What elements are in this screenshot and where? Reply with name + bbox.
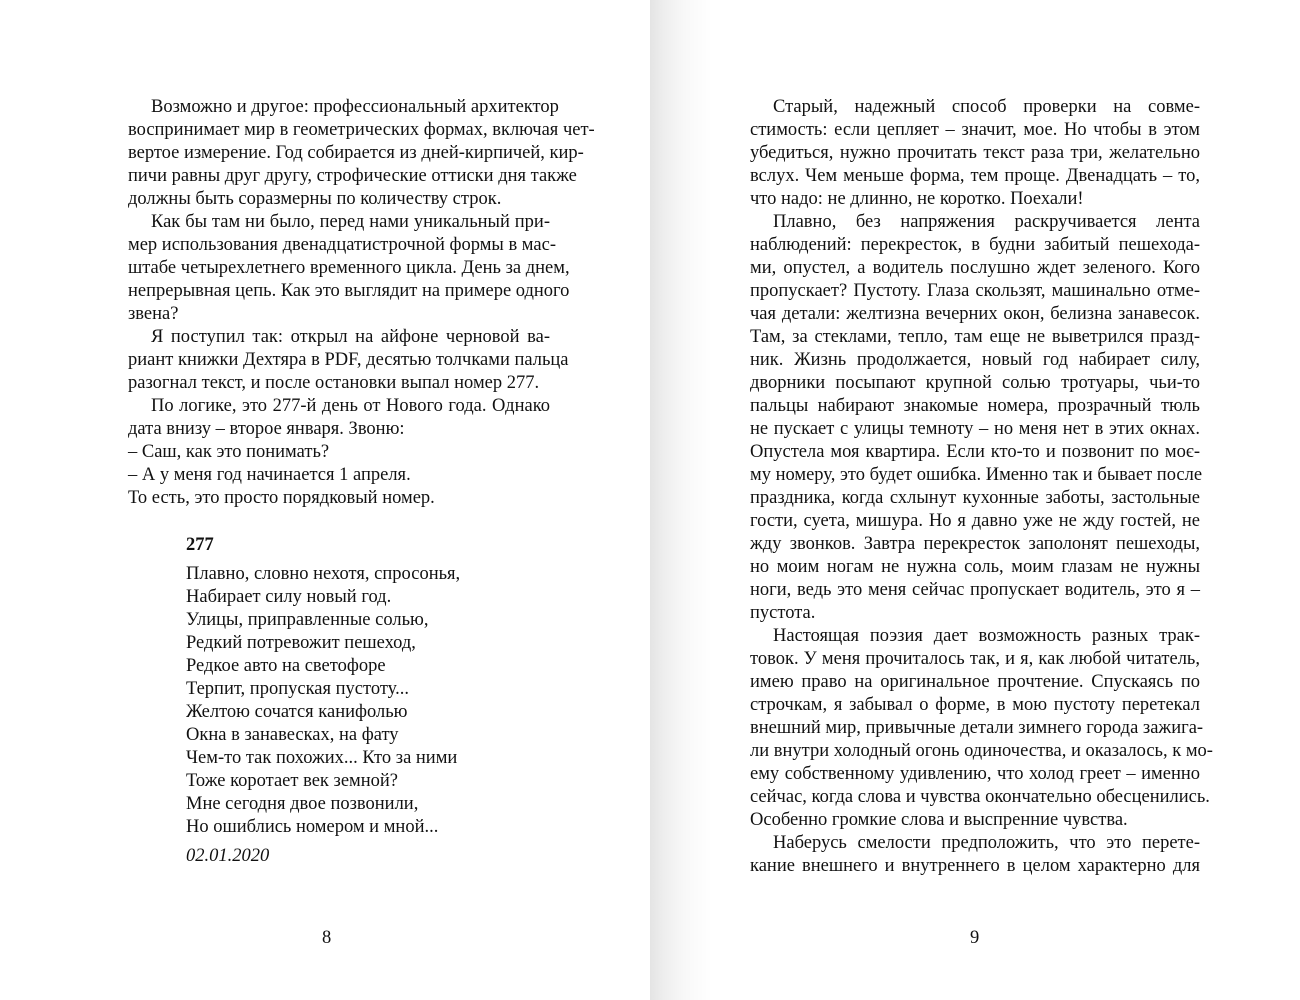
- poem-line: Терпит, пропуская пустоту...: [186, 679, 409, 699]
- text-line: му номеру, это будет ошибка. Именно так и бывает после: [750, 465, 1203, 485]
- poem-line: Плавно, словно нехотя, спросонья,: [186, 564, 461, 584]
- text-line: ему собственному удивлению, что холод греет – именно: [750, 764, 1200, 784]
- poem-line: Улицы, приправленные солью,: [186, 610, 429, 630]
- text-line: Опустела моя квартира. Если кто-то и позвонит по моє-: [750, 442, 1200, 462]
- poem-line: Окна в занавесках, на фату: [186, 725, 399, 745]
- text-line: дата внизу – второе января. Звоню:: [128, 419, 405, 439]
- poem-date: 02.01.2020: [186, 846, 270, 866]
- text-line: воспринимает мир в геометрических формах, включая чет-: [128, 120, 595, 140]
- text-line: вслух. Чем меньше форма, тем проще. Двенадцать – то,: [750, 166, 1200, 186]
- text-line: строчкам, я забывал о форме, в мою пустоту перетекал: [750, 695, 1200, 715]
- text-line: внешний мир, привычные детали зимнего города зажига-: [750, 718, 1204, 738]
- poem-lines: [186, 563, 460, 839]
- text-line: что надо: не длинно, не коротко. Поехали!: [750, 189, 1084, 209]
- text-line: ноги, ведь это меня сейчас пропускает водитель, это я –: [750, 580, 1200, 600]
- text-line: звена?: [128, 304, 179, 324]
- text-line: пропускает? Пустоту. Глаза скользят, машинально отме-: [750, 281, 1200, 301]
- text-line: гости, суета, мишура. Но я давно уже не жду гостей, не: [750, 511, 1200, 531]
- text-line: праздника, когда схлынут кухонные заботы, застольные: [750, 488, 1200, 508]
- text-line: То есть, это просто порядковый номер.: [128, 488, 435, 508]
- text-line: Плавно, без напряжения раскручивается лента: [773, 212, 1200, 232]
- text-line: должны быть соразмерны по количеству строк.: [128, 189, 502, 209]
- text-line: Там, за стеклами, тепло, там еще не выветрился празд-: [750, 327, 1200, 347]
- text-line: ник. Жизнь продолжается, новый год набирает силу,: [750, 350, 1200, 370]
- right-page-text: [750, 96, 1213, 878]
- text-line: ли внутри холодный огонь одиночества, и оказалось, к мо-: [750, 741, 1213, 761]
- poem-line: Чем-то так похожих... Кто за ними: [186, 748, 458, 768]
- page-number-left: 8: [322, 928, 332, 948]
- text-line: Я поступил так: открыл на айфоне черновой ва-: [151, 327, 550, 347]
- text-line: Возможно и другое: профессиональный архитектор: [151, 97, 559, 117]
- poem-line: Мне сегодня двое позвонили,: [186, 794, 419, 814]
- poem-line: Тоже коротает век земной?: [186, 771, 399, 791]
- poem-number: 277: [186, 535, 214, 555]
- right-page: [650, 0, 1300, 1000]
- text-line: штабе четырехлетнего временного цикла. День за днем,: [128, 258, 570, 278]
- poem-line: Желтою сочатся канифолью: [186, 702, 408, 722]
- text-line: пичи равны друг другу, строфические оттиски дня также: [128, 166, 577, 186]
- text-line: пустота.: [750, 603, 816, 623]
- poem: [186, 534, 460, 868]
- text-line: мер использования двенадцатистрочной формы в мас-: [128, 235, 556, 255]
- text-line: ми, опустел, а водитель послушно ждет зеленого. Кого: [750, 258, 1200, 278]
- poem-line: Набирает силу новый год.: [186, 587, 392, 607]
- text-line: вертое измерение. Год собирается из дней-кирпичей, кир-: [128, 143, 584, 163]
- text-line: Наберусь смелости предположить, что это перете-: [773, 833, 1200, 853]
- page-number-right: 9: [970, 928, 980, 948]
- left-page-text: [128, 96, 595, 510]
- text-line: жду звонков. Завтра перекресток заполонят пешеходы,: [750, 534, 1200, 554]
- text-line: дворники посыпают крупной солью тротуары, чьи-то: [750, 373, 1200, 393]
- text-line: кание внешнего и внутреннего в целом характерно для: [750, 856, 1200, 876]
- text-line: Настоящая поэзия дает возможность разных трак-: [773, 626, 1200, 646]
- poem-line: Редкое авто на светофоре: [186, 656, 386, 676]
- text-line: не пускает с улицы темноту – но меня нет в этих окнах.: [750, 419, 1200, 439]
- text-line: пальцы набирают знакомые номера, прозрачный тюль: [750, 396, 1200, 416]
- text-line: имею право на оригинальное прочтение. Спускаясь по: [750, 672, 1200, 692]
- text-line: наблюдений: перекресток, в будни забитый пешехода-: [750, 235, 1200, 255]
- text-line: Старый, надежный способ проверки на совме-: [773, 97, 1200, 117]
- text-line: но моим ногам не нужна соль, моим глазам не нужны: [750, 557, 1200, 577]
- text-line: сейчас, когда слова и чувства окончательно обесценились.: [750, 787, 1210, 807]
- text-line: риант книжки Дехтяра в PDF, десятью толчками пальца: [128, 350, 569, 370]
- text-line: По логике, это 277-й день от Нового года. Однако: [151, 396, 550, 416]
- text-line: чая детали: желтизна вечерних окон, белизна занавесок.: [750, 304, 1200, 324]
- text-line: разогнал текст, и после остановки выпал номер 277.: [128, 373, 540, 393]
- text-line: – А у меня год начинается 1 апреля.: [128, 465, 411, 485]
- poem-line: Но ошиблись номером и мной...: [186, 817, 439, 837]
- text-line: стимость: если цепляет – значит, мое. Но чтобы в этом: [750, 120, 1200, 140]
- text-line: Как бы там ни было, перед нами уникальный при-: [151, 212, 550, 232]
- text-line: товок. У меня прочиталось так, и я, как любой читатель,: [750, 649, 1200, 669]
- text-line: непрерывная цепь. Как это выглядит на примере одного: [128, 281, 570, 301]
- text-line: убедиться, нужно прочитать текст раза три, желательно: [750, 143, 1200, 163]
- text-line: Особенно громкие слова и выспренние чувства.: [750, 810, 1128, 830]
- poem-line: Редкий потревожит пешеход,: [186, 633, 416, 653]
- text-line: – Саш, как это понимать?: [128, 442, 330, 462]
